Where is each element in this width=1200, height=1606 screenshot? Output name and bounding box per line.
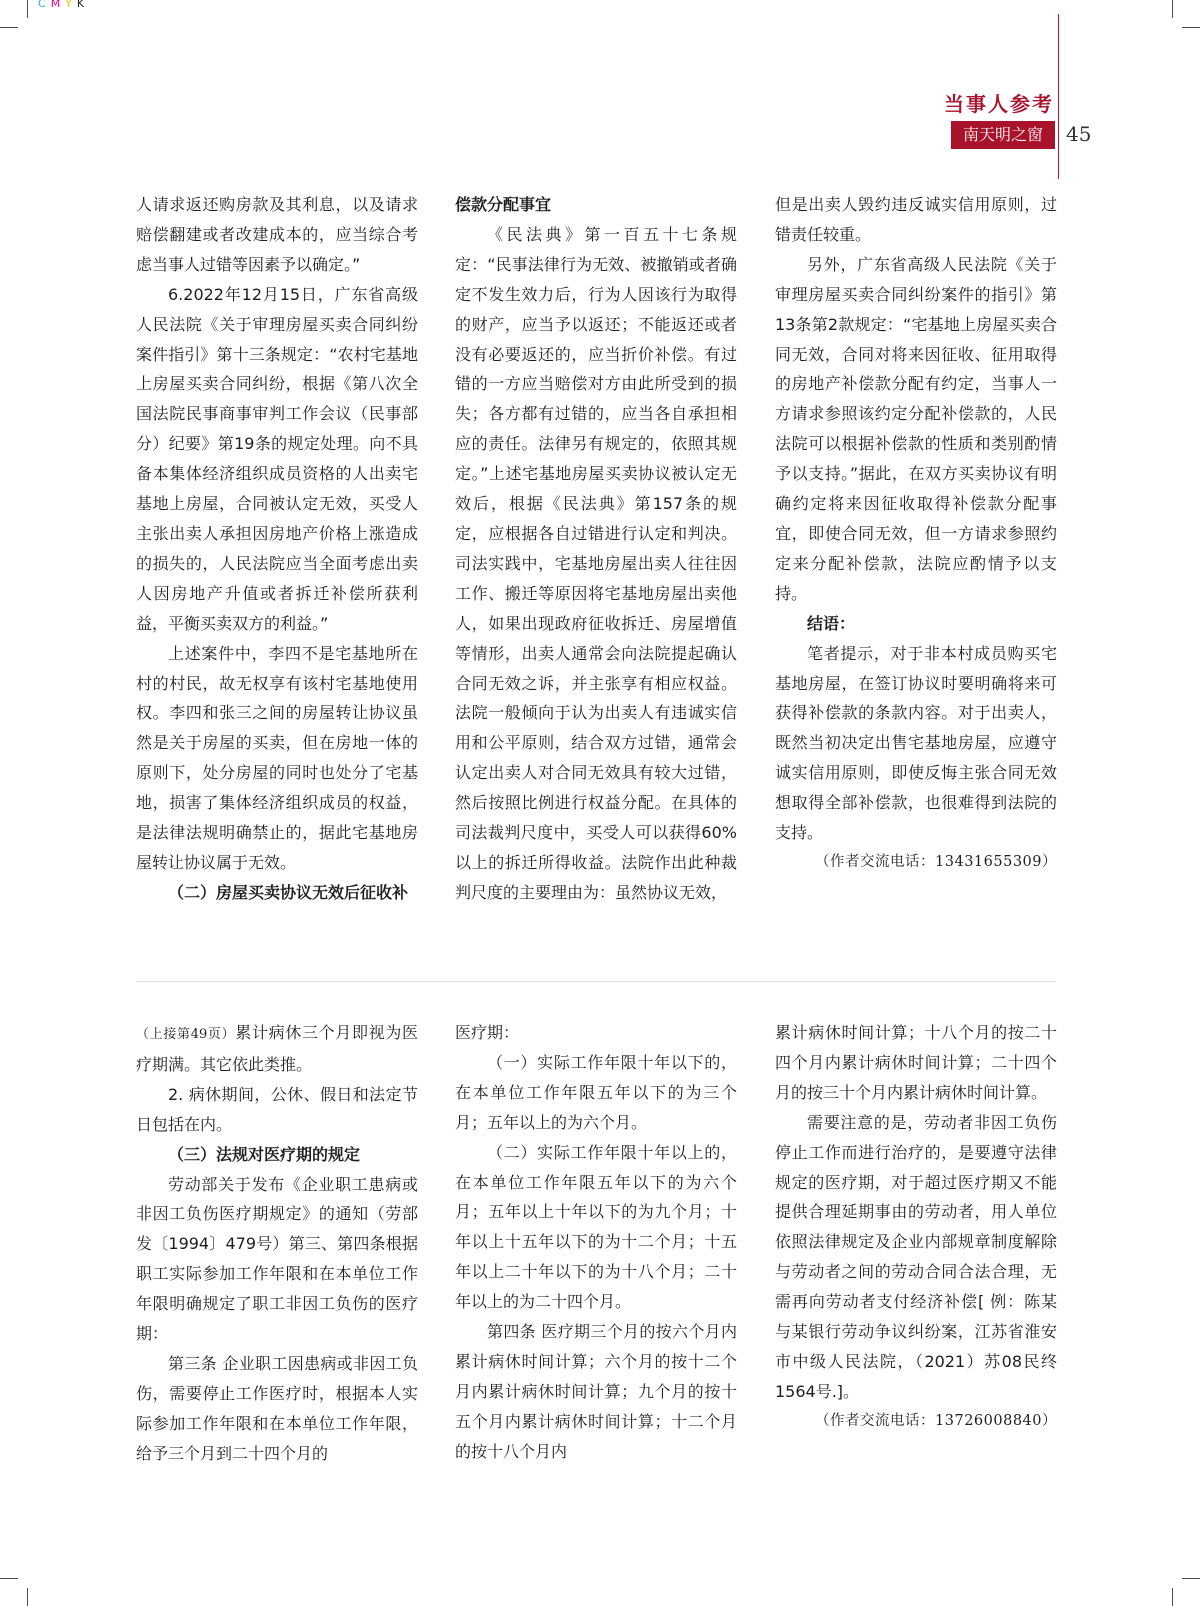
crop-mark xyxy=(1182,1578,1200,1579)
paragraph: 但是出卖人毁约违反诚实信用原则，过错责任较重。 xyxy=(775,195,1057,244)
cmyk-color-bar: CMYK xyxy=(38,0,90,10)
article-divider xyxy=(136,981,1056,982)
article2-column-1 xyxy=(136,1018,418,1469)
paragraph: 《民法典》第一百五十七条规定：“民事法律行为无效、被撤销或者确定不发生效力后，行为人因该行为取得的财产，应当予以返还；不能返还或者没有必要返还的，应当折价补偿。有过错的一方应当赔偿对方由此所受到的损失；各方都有过错的，应当各自承担相应的责任。法律另有规定的，依照其规定。”上述宅基地房屋买卖协议被认定无效后，根据《民法典》第157条的规定，应根据各自过错进行认定和判决。司法实践中，宅基地房屋出卖人往往因工作、搬迁等原因将宅基地房屋出卖他人，如果出现政府征收拆迁、房屋增值等情形，出卖人通常会向法院提起确认合同无效之诉，并主张享有相应权益。法院一般倾向于认为出卖人有违诚实信用和公平原则，结合双方过错，通常会认定出卖人对合同无效具有较大过错，然后按照比例进行权益分配。在具体的司法裁判尺度中，买受人可以获得60%以上的拆迁所得收益。法院作出此种裁判尺度的主要理由为：虽然协议无效， xyxy=(455,224,737,902)
paragraph: 6.2022年12月15日，广东省高级人民法院《关于审理房屋买卖合同纠纷案件指引》第十三条规定：“农村宅基地上房屋买卖合同纠纷，根据《第八次全国法院民事商事审判工作会议（民事部分）纪要》第19条的规定处理。向不具备本集体经济组织成员资格的人出卖宅基地上房屋，合同被认定无效，买受人主张出卖人承担因房地产价格上涨造成的损失的，人民法院应当全面考虑出卖人因房地产升值或者拆迁补偿所获利益，平衡买卖双方的利益。” xyxy=(136,284,418,633)
crop-mark xyxy=(1172,1588,1173,1606)
paragraph: 医疗期： xyxy=(455,1023,520,1042)
paragraph: （二）实际工作年限十年以上的，在本单位工作年限五年以下的为六个月；五年以上十年以下的为九个月；十年以上十五年以下的为十二个月；十五年以上二十年以下的为十八个月；二十年以上的为二十四个月。 xyxy=(455,1142,737,1312)
column-name-tag: 南天明之窗 xyxy=(951,121,1055,149)
paragraph: 需要注意的是，劳动者非因工负伤停止工作而进行治疗的，是要遵守法律规定的医疗期，对于超过医疗期又不能提供合理延期事由的劳动者，用人单位依照法律规定及企业内部规章制度解除与劳动者之间的劳动合同合法合理，无需再向劳动者支付经济补偿[ 例：陈某与某银行劳动争议纠纷案，江苏省淮安市中级人民法院，（2021）苏08民终1564号.]。 xyxy=(775,1112,1057,1401)
paragraph-text: 累计病休三个月即视为医疗期满。其它依此类推。 xyxy=(136,1023,418,1074)
article1-column-1 xyxy=(136,190,418,908)
paragraph: 累计病休时间计算；十八个月的按二十四个月内累计病休时间计算；二十四个月的按三十个月内累计病休时间计算。 xyxy=(775,1023,1057,1102)
crop-mark xyxy=(0,27,18,28)
page-number: 45 xyxy=(1066,122,1092,146)
paragraph: 上述案件中，李四不是宅基地所在村的村民，故无权享有该村宅基地使用权。李四和张三之间的房屋转让协议虽然是关于房屋的买卖，但在房地一体的原则下，处分房屋的同时也处分了宅基地，损害了集体经济组织成员的权益，是法律法规明确禁止的，据此宅基地房屋转让协议属于无效。 xyxy=(136,643,418,872)
paragraph: 笔者提示，对于非本村成员购买宅基地房屋，在签订协议时要明确将来可获得补偿款的条款内容。对于出卖人，既然当初决定出售宅基地房屋，应遵守诚实信用原则，即使反悔主张合同无效想取得全部补偿款，也很难得到法院的支持。 xyxy=(775,643,1057,843)
article1-column-3 xyxy=(775,190,1057,878)
paragraph: 2. 病休期间，公休、假日和法定节日包括在内。 xyxy=(136,1084,418,1134)
article2-column-2 xyxy=(455,1018,737,1467)
author-contact: （作者交流电话：13726008840） xyxy=(815,1412,1057,1429)
paragraph: 第四条 医疗期三个月的按六个月内累计病休时间计算；六个月的按十二个月内累计病休时间计算；九个月的按十五个月内累计病休时间计算；十二个月的按十八个月内 xyxy=(455,1322,737,1461)
paragraph: 另外，广东省高级人民法院《关于审理房屋买卖合同纠纷案件的指引》第13条第2款规定：“宅基地上房屋买卖合同无效，合同对将来因征收、征用取得的房地产补偿款分配有约定，当事人一方请求参照该约定分配补偿款的，人民法院可以根据补偿款的性质和类别酌情予以支持。”据此，在双方买卖协议有明确约定将来因征收取得补偿款分配事宜，即使合同无效，但一方请求参照约定来分配补偿款，法院应酌情予以支持。 xyxy=(775,254,1057,603)
section-heading: （二）房屋买卖协议无效后征收补 xyxy=(168,882,409,902)
crop-mark xyxy=(27,0,28,18)
section-title: 当事人参考 xyxy=(944,92,1054,116)
continued-from-note: （上接第49页） xyxy=(136,1027,236,1042)
header-vertical-rule xyxy=(1058,14,1059,179)
conclusion-heading: 结语： xyxy=(807,613,856,633)
author-contact: （作者交流电话：13431655309） xyxy=(815,853,1057,870)
crop-mark xyxy=(27,1588,28,1606)
crop-mark xyxy=(1172,0,1173,18)
section-heading: 偿款分配事宜 xyxy=(455,195,552,214)
crop-mark xyxy=(0,1578,18,1579)
section-heading: （三）法规对医疗期的规定 xyxy=(168,1144,361,1164)
paragraph: 第三条 企业职工因患病或非因工负伤，需要停止工作医疗时，根据本人实际参加工作年限和在本单位工作年限，给予三个月到二十四个月的 xyxy=(136,1353,418,1463)
article1-column-2 xyxy=(455,190,737,908)
paragraph: 人请求返还购房款及其利息，以及请求赔偿翻建或者改建成本的，应当综合考虑当事人过错等因素予以确定。” xyxy=(136,195,418,274)
paragraph: 劳动部关于发布《企业职工患病或非因工负伤医疗期规定》的通知（劳部发〔1994〕479号）第三、第四条根据职工实际参加工作年限和在本单位工作年限明确规定了职工非因工负伤的医疗期： xyxy=(136,1174,418,1344)
crop-mark xyxy=(1182,27,1200,28)
paragraph xyxy=(136,1018,418,1080)
article2-column-3 xyxy=(775,1018,1057,1437)
paragraph: （一）实际工作年限十年以下的，在本单位工作年限五年以下的为三个月；五年以上的为六个月。 xyxy=(455,1052,737,1132)
